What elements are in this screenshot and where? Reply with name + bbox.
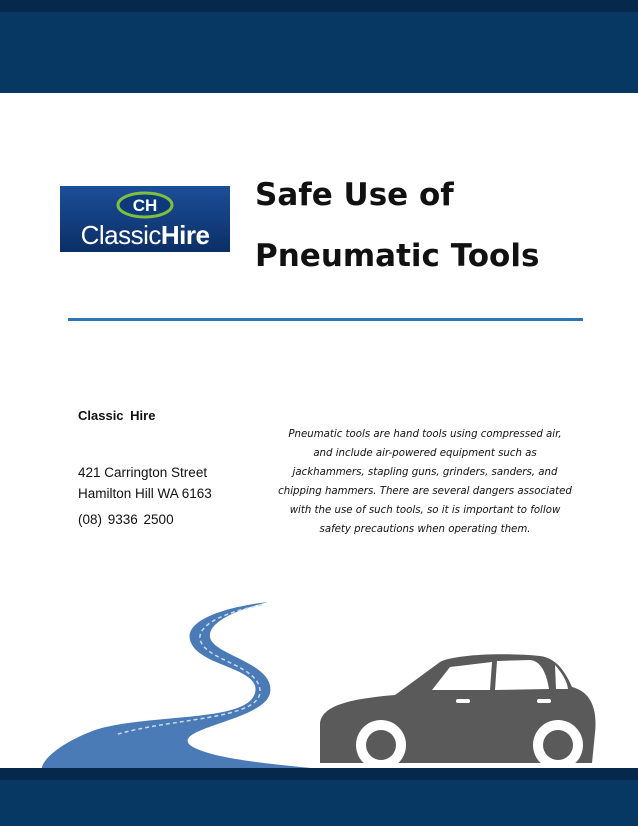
title-line-1: Safe Use of xyxy=(255,177,454,213)
logo-word-hire: Hire xyxy=(160,220,210,250)
title-line-2: Pneumatic Tools xyxy=(255,238,540,274)
footer-band-strip xyxy=(0,768,638,780)
intro-line: jackhammers, stapling guns, grinders, sanders, and xyxy=(292,467,558,478)
company-phone: (08) 9336 2500 xyxy=(78,512,174,527)
header-band-strip xyxy=(0,0,638,12)
car-silhouette xyxy=(320,654,596,770)
intro-line: chipping hammers. There are several dangers associated xyxy=(278,486,572,497)
company-name: Classic Hire xyxy=(78,408,156,423)
intro-line: and include air-powered equipment such as xyxy=(313,448,537,459)
svg-text:ClassicHire xyxy=(81,220,210,250)
intro-line: with the use of such tools, so it is important to follow xyxy=(289,505,561,516)
footer-band xyxy=(0,768,638,826)
intro-line: safety precautions when operating them. xyxy=(319,524,531,535)
logo-monogram: CH xyxy=(132,196,158,215)
intro-line: Pneumatic tools are hand tools using compressed air, xyxy=(288,429,562,440)
logo-word-classic: Classic xyxy=(80,220,161,250)
header-band xyxy=(0,0,638,93)
classic-hire-logo xyxy=(60,186,230,252)
document-title xyxy=(255,165,539,287)
address-line-2: Hamilton Hill WA 6163 xyxy=(78,486,212,501)
road-and-car-illustration xyxy=(0,595,638,770)
address-line-1: 421 Carrington Street xyxy=(78,465,208,480)
title-divider xyxy=(68,318,583,321)
intro-paragraph xyxy=(255,425,595,539)
company-address xyxy=(78,462,212,504)
winding-road xyxy=(42,602,330,770)
